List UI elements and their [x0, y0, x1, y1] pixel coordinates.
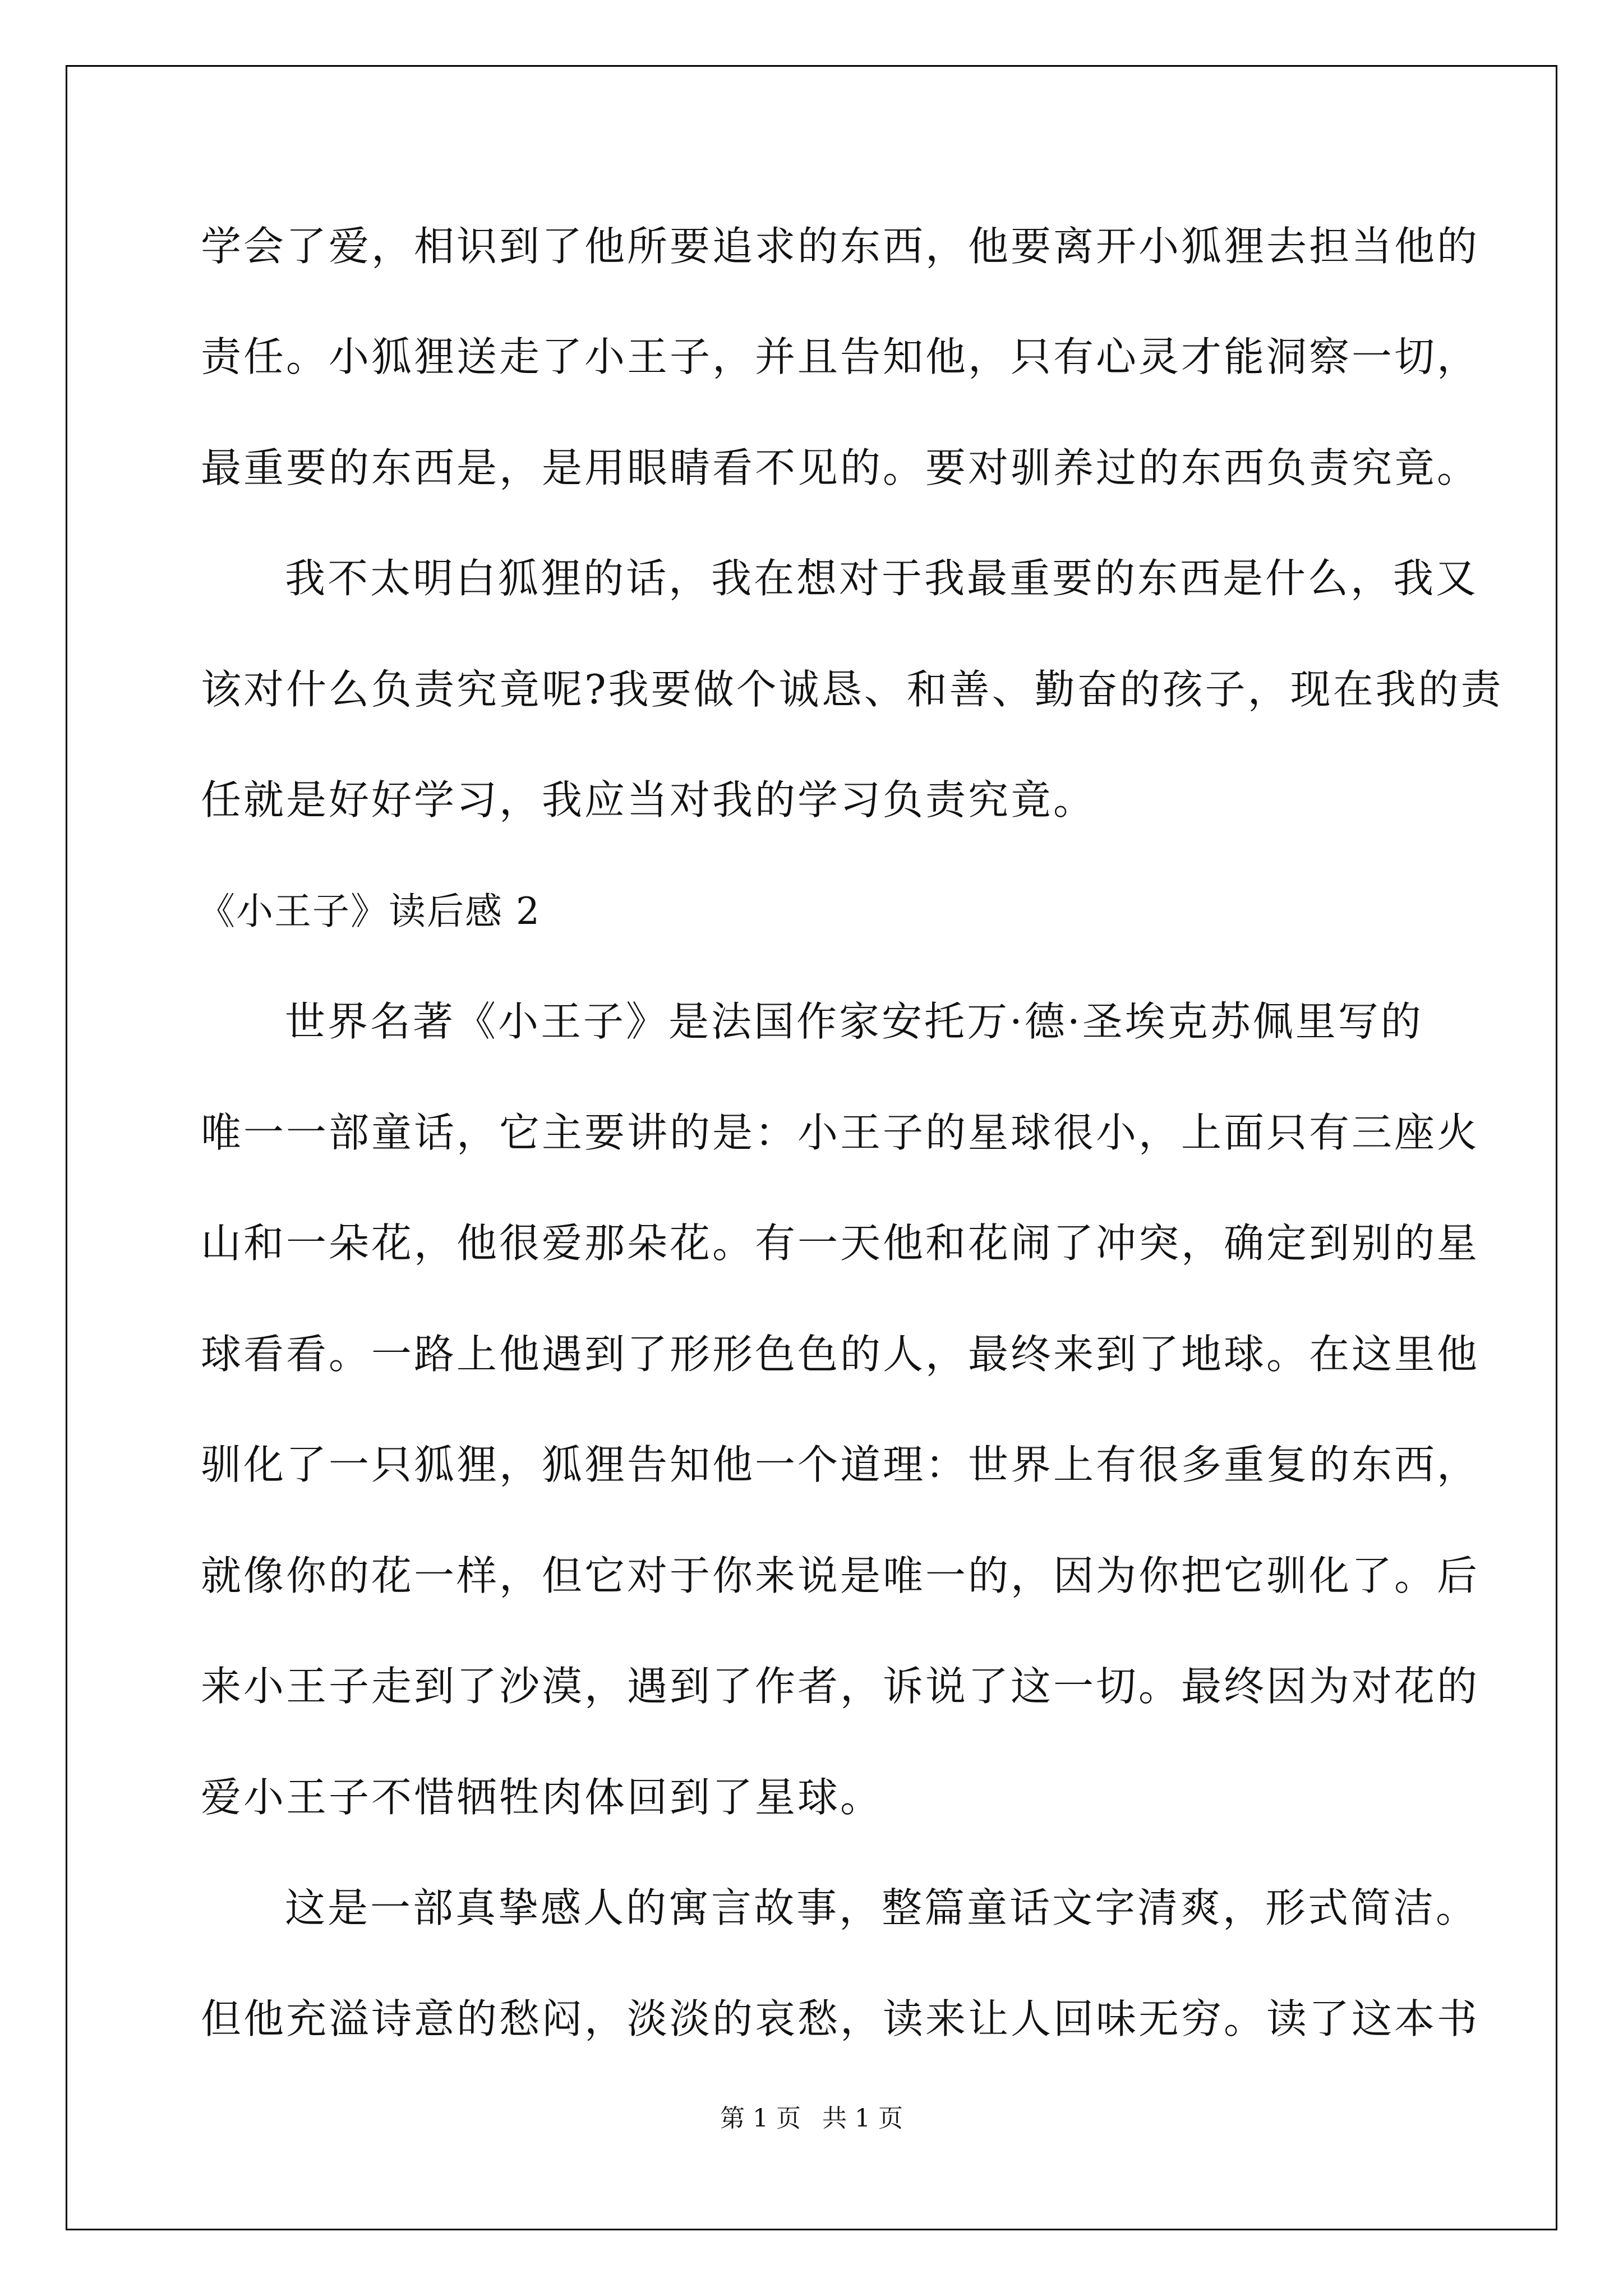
- text-line: 山和一朵花，他很爱那朵花。有一天他和花闹了冲突，确定到别的星: [201, 1220, 1480, 1267]
- text-line: 但他充溢诗意的愁闷，淡淡的哀愁，读来让人回味无穷。读了这本书: [201, 1995, 1480, 2042]
- text-line-paragraph-start: 我不太明白狐狸的话，我在想对于我最重要的东西是什么，我又: [285, 555, 1479, 602]
- text-line: 驯化了一只狐狸，狐狸告知他一个道理：世界上有很多重复的东西，: [201, 1441, 1480, 1488]
- page-number: 第 1 页: [720, 2104, 801, 2133]
- text-line: 责任。小狐狸送走了小王子，并且告知他，只有心灵才能洞察一切，: [201, 333, 1480, 380]
- text-line: 爱小王子不惜牺牲肉体回到了星球。: [201, 1774, 883, 1821]
- text-line: 最重要的东西是，是用眼睛看不见的。要对驯养过的东西负责究竟。: [201, 444, 1480, 491]
- text-line-paragraph-start: 这是一部真挚感人的寓言故事，整篇童话文字清爽，形式简洁。: [285, 1884, 1479, 1931]
- text-line: 该对什么负责究竟呢?我要做个诚恳、和善、勤奋的孩子，现在我的责: [201, 666, 1504, 713]
- text-line: 唯一一部童话，它主要讲的是：小王子的星球很小，上面只有三座火: [201, 1109, 1480, 1156]
- text-line: 任就是好好学习，我应当对我的学习负责究竟。: [201, 776, 1096, 823]
- section-heading: 《小王子》读后感 2: [198, 890, 541, 933]
- text-line: 来小王子走到了沙漠，遇到了作者，诉说了这一切。最终因为对花的: [201, 1663, 1480, 1710]
- text-line: 学会了爱，相识到了他所要追求的东西，他要离开小狐狸去担当他的: [201, 223, 1480, 270]
- text-line-paragraph-start: 世界名著《小王子》是法国作家安托万·德·圣埃克苏佩里写的: [285, 998, 1423, 1045]
- page-total: 共 1 页: [822, 2104, 903, 2133]
- page-footer: [0, 2106, 1623, 2131]
- text-line: 球看看。一路上他遇到了形形色色的人，最终来到了地球。在这里他: [201, 1331, 1480, 1378]
- text-line: 就像你的花一样，但它对于你来说是唯一的，因为你把它驯化了。后: [201, 1552, 1480, 1599]
